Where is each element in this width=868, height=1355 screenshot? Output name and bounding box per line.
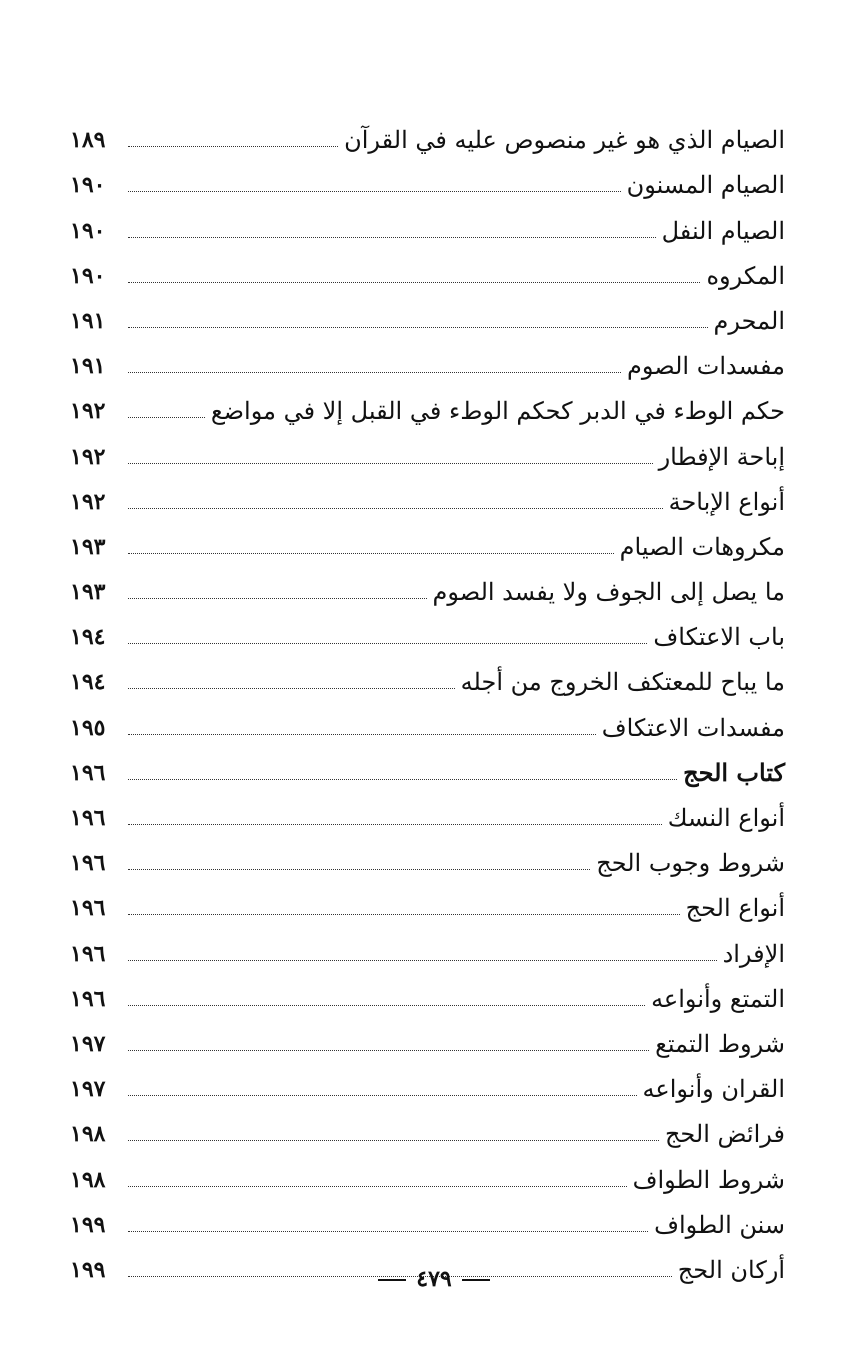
toc-entry <box>70 791 785 836</box>
toc-entry-title: مفسدات الاعتكاف <box>601 713 785 742</box>
dot-leader <box>128 508 663 509</box>
toc-entry-title: الصيام المسنون <box>626 171 785 200</box>
toc-entry-page-number: ١٩٢ <box>70 488 106 515</box>
toc-entry <box>70 203 785 248</box>
toc-entry-page-number: ١٩٩ <box>70 1256 106 1283</box>
toc-entry-page-number: ١٩٢ <box>70 398 106 425</box>
toc-entry-page-number: ١٩٦ <box>70 759 106 786</box>
toc-entry <box>70 1107 785 1152</box>
toc-entry-page-number: ١٩٦ <box>70 940 106 967</box>
toc-entry-page-number: ١٩٣ <box>70 579 106 606</box>
toc-entry <box>70 881 785 926</box>
toc-entry <box>70 1017 785 1062</box>
toc-entry-page-number: ١٩٤ <box>70 669 106 696</box>
toc-entry-title: فرائض الحج <box>664 1120 785 1149</box>
toc-entry-title: شروط التمتع <box>655 1029 785 1058</box>
toc-entry-title: إباحة الإفطار <box>658 442 785 471</box>
dot-leader <box>128 1231 648 1232</box>
dot-leader <box>128 643 647 644</box>
dot-leader <box>128 237 656 238</box>
toc-entry-page-number: ١٩٦ <box>70 805 106 831</box>
dot-leader <box>128 914 680 915</box>
toc-entry-title: المكروه <box>706 261 785 290</box>
toc-entry-title: الصيام الذي هو غير منصوص عليه في القرآن <box>344 126 785 155</box>
toc-entry-title: شروط الطواف <box>632 1165 785 1194</box>
dot-leader <box>128 960 717 961</box>
toc-entry-page-number: ١٩٧ <box>70 1076 106 1103</box>
toc-entry <box>70 294 785 339</box>
toc-entry-title: حكم الوطء في الدبر كحكم الوطء في القبل إلا في مواضع <box>210 397 785 426</box>
toc-entry <box>70 384 785 429</box>
toc-entry <box>70 1198 785 1243</box>
toc-entry-title: ما يباح للمعتكف الخروج من أجله <box>460 668 785 697</box>
dot-leader <box>128 1186 627 1187</box>
toc-entry <box>70 113 785 158</box>
toc-entry <box>70 836 785 881</box>
toc-entry-page-number: ١٩١ <box>70 353 106 380</box>
footer-dash-left <box>378 1279 406 1281</box>
toc-entry-title: أركان الحج <box>677 1255 785 1284</box>
toc-entry <box>70 926 785 971</box>
toc-entry-title: شروط وجوب الحج <box>596 849 785 878</box>
dot-leader <box>128 734 596 735</box>
toc-entry-page-number: ١٩٣ <box>70 533 106 560</box>
toc-entry-title: مفسدات الصوم <box>627 352 785 381</box>
toc-entry <box>70 158 785 203</box>
toc-entry <box>70 520 785 565</box>
dot-leader <box>128 688 455 689</box>
toc-entry-page-number: ١٩٠ <box>70 262 106 289</box>
toc-entry-title: مكروهات الصيام <box>619 532 785 561</box>
table-of-contents <box>70 113 785 1288</box>
toc-entry-page-number: ١٩٤ <box>70 624 106 651</box>
dot-leader <box>128 1095 637 1096</box>
toc-entry-title: أنواع الحج <box>685 894 785 923</box>
dot-leader <box>128 282 700 283</box>
toc-entry-page-number: ١٩٧ <box>70 1030 106 1057</box>
toc-entry-page-number: ١٩٦ <box>70 985 106 1012</box>
page-footer <box>0 1266 868 1292</box>
toc-entry-title: باب الاعتكاف <box>653 623 785 652</box>
toc-entry-title: القران وأنواعه <box>642 1075 785 1104</box>
toc-entry <box>70 1062 785 1107</box>
dot-leader <box>128 417 205 418</box>
dot-leader <box>128 372 621 373</box>
dot-leader <box>128 598 427 599</box>
toc-entry-page-number: ١٩٨ <box>70 1166 106 1193</box>
toc-entry <box>70 700 785 745</box>
toc-entry <box>70 565 785 610</box>
dot-leader <box>128 1050 649 1051</box>
toc-entry-title: المحرم <box>713 306 785 335</box>
dot-leader <box>128 824 662 825</box>
toc-entry <box>70 655 785 700</box>
toc-section-heading: كتاب الحج <box>683 757 785 787</box>
toc-entry-page-number: ١٩٨ <box>70 1121 106 1148</box>
dot-leader <box>128 191 621 192</box>
dot-leader <box>128 146 338 147</box>
toc-entry-page-number: ١٩٦ <box>70 850 106 877</box>
toc-entry <box>70 1152 785 1197</box>
toc-entry-title: التمتع وأنواعه <box>651 984 785 1013</box>
toc-entry-title: ما يصل إلى الجوف ولا يفسد الصوم <box>432 578 785 607</box>
dot-leader <box>128 1140 659 1141</box>
toc-entry-page-number: ١٨٩ <box>70 127 106 154</box>
toc-entry-page-number: ١٩٠ <box>70 217 106 244</box>
toc-entry-title: أنواع النسك <box>667 804 785 832</box>
toc-entry-page-number: ١٩١ <box>70 307 106 334</box>
dot-leader <box>128 553 614 554</box>
toc-entry <box>70 746 785 791</box>
toc-entry <box>70 249 785 294</box>
footer-dash-right <box>462 1279 490 1281</box>
toc-entry-title: الصيام النفل <box>661 216 785 245</box>
dot-leader <box>128 779 677 780</box>
dot-leader <box>128 869 590 870</box>
dot-leader <box>128 1005 645 1006</box>
toc-entry <box>70 972 785 1017</box>
toc-entry <box>70 610 785 655</box>
toc-entry-title: سنن الطواف <box>654 1210 785 1239</box>
toc-entry-page-number: ١٩٠ <box>70 172 106 199</box>
toc-entry <box>70 429 785 474</box>
toc-entry <box>70 339 785 384</box>
page-number: ٤٧٩ <box>416 1266 452 1292</box>
toc-entry <box>70 475 785 520</box>
toc-entry-page-number: ١٩٦ <box>70 895 106 922</box>
toc-entry-page-number: ١٩٥ <box>70 714 106 741</box>
dot-leader <box>128 327 708 328</box>
toc-entry-title: أنواع الإباحة <box>668 487 785 516</box>
toc-entry-page-number: ١٩٢ <box>70 443 106 470</box>
toc-entry-title: الإفراد <box>722 939 785 968</box>
dot-leader <box>128 463 653 464</box>
toc-entry-page-number: ١٩٩ <box>70 1211 106 1238</box>
